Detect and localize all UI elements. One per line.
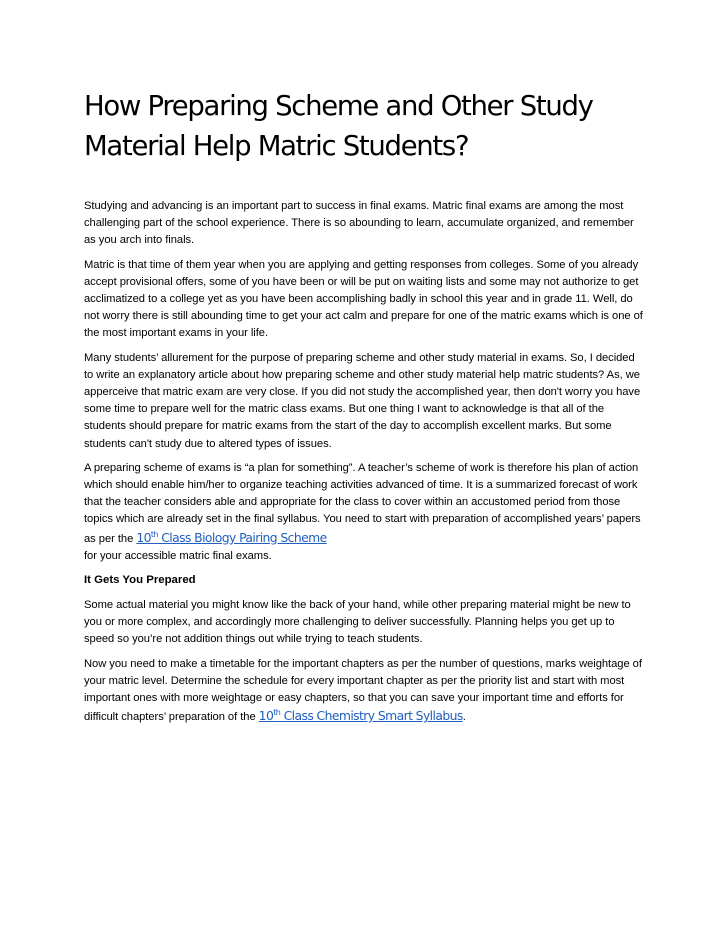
- paragraph-3: Many students’ allurement for the purpose of preparing scheme and other study material in exams. So, I decided to write an explanatory article about how preparing scheme and other study material help matric students? As, we apperceive that matric exam are very close. If you did not study the accomplished year, then don't worry you have some time to prepare well for the matric class exams. But one thing I want to acknowledge is that all of the students should prepare for matric exams from the start of the day to accomplish excellent marks. But some students can't study due to altered types of issues.: [84, 351, 641, 450]
- title-line-2: Material Help Matric Students?: [84, 130, 469, 162]
- paragraph-1: Studying and advancing is an important part to success in final exams. Matric final exams are among the most challenging part of the school experience. There is so abounding to learn, accumulate organized, and remember as you arch into finals.: [84, 200, 634, 247]
- paragraph-6-after: .: [462, 711, 466, 724]
- link-text: Class Biology Pairing Scheme: [157, 529, 327, 545]
- link-number: 10: [136, 529, 151, 545]
- biology-pairing-scheme-link[interactable]: [136, 530, 326, 545]
- section-heading: It Gets You Prepared: [84, 574, 196, 587]
- link-text: Class Chemistry Smart Syllabus: [280, 708, 463, 724]
- link-superscript: th: [273, 708, 281, 718]
- link-superscript: th: [150, 529, 158, 539]
- paragraph-4-after: for your accessible matric final exams.: [84, 549, 272, 562]
- paragraph-4-text: A preparing scheme of exams is “a plan for something”. A teacher’s scheme of work is therefore his plan of action which should enable him/her to organize teaching activities advanced of time. It is a summarized forecast of work that the teacher considers able and appropriate for the class to cover within an accustomed period from those topics which are already set in the final syllabus. You need to start with preparation of accomplished years’ papers as per the: [84, 461, 641, 545]
- paragraph-2: Matric is that time of them year when you are applying and getting responses from colleges. Some of you already accept provisional offers, some of you have been or will be put on waiting lists and some may not authorize to get acclimatized to a college yet as you have been accomplishing badly in school this year and in grade 11. Well, do not worry there is still abounding time to get your act calm and prepare for one of the matric exams which is one of the most important exams in your life.: [84, 258, 643, 340]
- page-title: [84, 86, 660, 166]
- title-line-1: How Preparing Scheme and Other Study: [84, 90, 593, 122]
- link-number: 10: [258, 708, 274, 724]
- paragraph-5: Some actual material you might know like the back of your hand, while other preparing material might be new to you or more complex, and accordingly more challenging to deliver successfully. Planning helps you get up to speed so you’re not addition things out while trying to teach students.: [84, 599, 631, 646]
- chemistry-smart-syllabus-link[interactable]: [259, 708, 463, 723]
- paragraph-4: [84, 460, 644, 565]
- paragraph-6: [84, 656, 644, 727]
- paragraph-6-text: Now you need to make a timetable for the important chapters as per the number of questions, marks weightage of your matric level. Determine the schedule for every important chapter as per the priority list and start with most important ones with more weightage or easy chapters, so that you can save your important time and efforts for difficult chapters’ preparation of the: [84, 657, 642, 724]
